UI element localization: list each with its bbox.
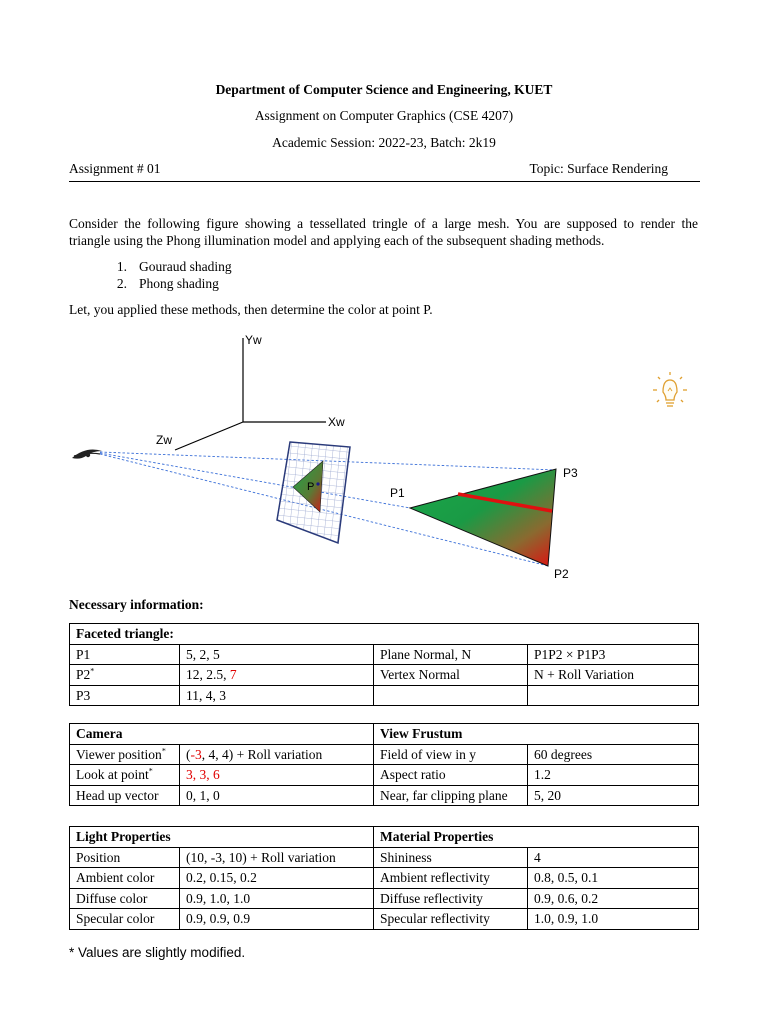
table-row [70,847,699,868]
list-item [69,275,232,292]
session-line: Academic Session: 2022-23, Batch: 2k19 [272,135,496,150]
table-cell: Plane Normal, N [374,644,528,665]
table-row [70,685,699,706]
table-cell: 1.2 [528,765,699,786]
vertex-p3-label: P3 [563,466,578,480]
triangle-table [69,623,699,706]
vertex-p1-label: P1 [390,486,405,500]
table-row [70,644,699,665]
table-cell: P1P2 × P1P3 [528,644,699,665]
table-cell: 4 [528,847,699,868]
course-title: Assignment on Computer Graphics (CSE 4207) [254,108,514,123]
asterisk-mark: * [90,666,95,676]
table-cell: Field of view in y [374,744,528,765]
scene-figure [0,320,768,590]
table-row [70,868,699,889]
table-cell: P3 [70,685,180,706]
modified-value: 3, 3, 6 [186,767,220,783]
table-cell: Ambient reflectivity [374,868,528,889]
cell-text: Viewer position [76,746,162,762]
faceted-triangle [390,466,578,581]
table-title: Camera [70,724,374,745]
asterisk-mark: * [161,746,166,756]
table-cell [528,685,699,706]
assignment-meta-row [69,161,700,182]
table-cell: 1.0, 0.9, 1.0 [528,909,699,930]
table-cell: 0.9, 1.0, 1.0 [180,888,374,909]
axis-x-label: Xw [328,415,345,429]
table-cell: Specular reflectivity [374,909,528,930]
table-cell: 0.9, 0.6, 0.2 [528,888,699,909]
table-cell [180,665,374,686]
list-number: 2. [116,276,127,291]
footnote: * Values are slightly modified. [69,945,246,960]
table-row [70,827,699,848]
table-cell: P1 [70,644,180,665]
point-p-marker [316,482,319,485]
modified-value: 7 [229,667,237,683]
table-cell [180,765,374,786]
axis-z-label: Zw [156,433,172,447]
point-p-label: P [307,481,315,493]
table-cell: Diffuse reflectivity [374,888,528,909]
cell-text: ( [186,746,191,762]
cell-text: Look at point [76,767,149,783]
table-title: View Frustum [374,724,699,745]
table-cell: 11, 4, 3 [180,685,374,706]
cell-text: P2 [76,667,91,683]
table-cell: 5, 2, 5 [180,644,374,665]
table-cell: 0, 1, 0 [180,785,374,806]
table-cell: 0.9, 0.9, 0.9 [180,909,374,930]
table-cell [70,744,180,765]
intro-paragraph [69,215,698,249]
table-row [70,665,699,686]
table-row [70,724,699,745]
table-cell: Shininess [374,847,528,868]
table-cell: Ambient color [70,868,180,889]
table-cell: Position [70,847,180,868]
table-row [70,765,699,786]
asterisk-mark: * [148,766,153,776]
modified-value: -3 [190,746,202,762]
table-title: Material Properties [374,827,699,848]
z-axis [175,422,243,450]
table-row [70,909,699,930]
axis-y-label: Yw [245,333,262,347]
table-title: Faceted triangle: [70,624,699,645]
world-axes [156,333,345,450]
shading-methods-list [69,258,232,292]
table-cell: Vertex Normal [374,665,528,686]
table-cell: 0.2, 0.15, 0.2 [180,868,374,889]
table-row [70,744,699,765]
table-cell [180,744,374,765]
necessary-info-title: Necessary information: [69,597,204,612]
table-cell: 0.8, 0.5, 0.1 [528,868,699,889]
cell-text: , 4, 4) + Roll variation [201,746,323,762]
assignment-number: Assignment # 01 [69,161,161,176]
table-title: Light Properties [70,827,374,848]
intro-line-1: Consider the following figure showing a tessellated tringle of a large mesh. You are supposed to render the [69,216,698,231]
question-text: Let, you applied these methods, then determine the color at point P. [69,302,433,317]
table-cell: (10, -3, 10) + Roll variation [180,847,374,868]
table-cell [70,665,180,686]
table-row [70,624,699,645]
table-cell: Near, far clipping plane [374,785,528,806]
table-cell [70,765,180,786]
image-plane [277,442,350,543]
vertex-p2-label: P2 [554,567,569,581]
intro-line-2: triangle using the Phong illumination model and applying each of the subsequent shading methods. [69,233,605,248]
table-cell: N + Roll Variation [528,665,699,686]
list-number: 1. [116,259,127,274]
table-cell: Diffuse color [70,888,180,909]
method-label: Phong shading [139,276,219,291]
eye-icon [72,450,102,459]
table-cell [374,685,528,706]
list-item [69,258,232,275]
table-cell: Aspect ratio [374,765,528,786]
table-row [70,785,699,806]
light-bulb-icon [653,372,687,406]
cell-text: 12, 2.5, [186,667,230,683]
table-row [70,888,699,909]
camera-table [69,723,699,806]
table-cell: Specular color [70,909,180,930]
table-cell: 5, 20 [528,785,699,806]
department-title: Department of Computer Science and Engineering, KUET [215,82,553,97]
table-cell: 60 degrees [528,744,699,765]
table-cell: Head up vector [70,785,180,806]
light-material-table [69,826,699,930]
method-label: Gouraud shading [139,259,232,274]
assignment-topic: Topic: Surface Rendering [529,161,668,176]
